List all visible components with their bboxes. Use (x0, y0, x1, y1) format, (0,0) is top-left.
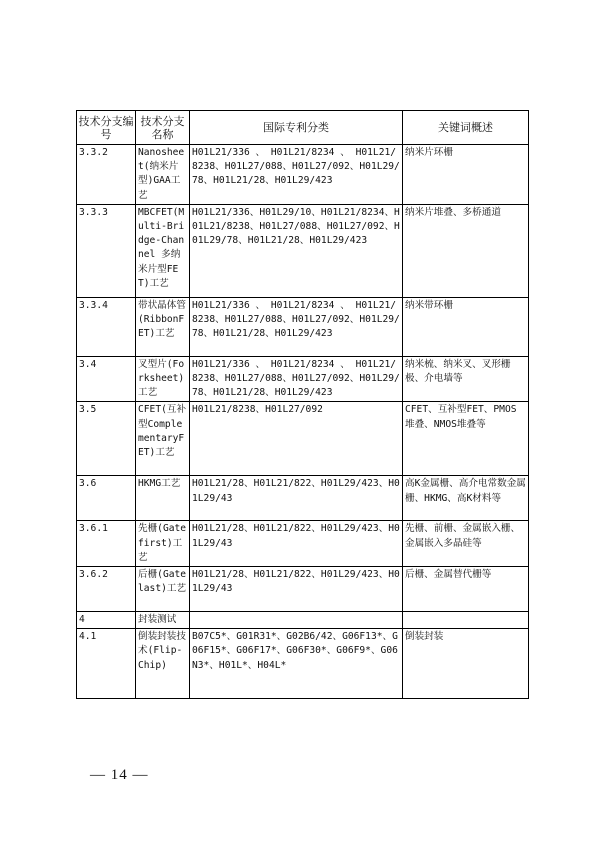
ipc-cell: H01L21/336 、 H01L21/8234 、 H01L21/8238、H01L27/088、H01L27/092、H01L29/78、H01L21/28、H01L29/423 (190, 297, 403, 356)
branch-id-cell: 4.1 (77, 629, 136, 699)
table-header-row (77, 111, 529, 145)
branch-id-cell: 3.3.2 (77, 145, 136, 205)
ipc-cell: H01L21/336、H01L29/10、H01L21/8234、H01L21/8238、H01L27/088、H01L27/092、H01L29/78、H01L21/28、H01L29/423 (190, 204, 403, 297)
branch-name-cell: CFET(互补型ComplementaryFET)工艺 (136, 402, 190, 476)
patent-classification-table (76, 110, 529, 699)
keywords-cell: 高K金属栅、高介电常数金属栅、HKMG、高K材料等 (403, 476, 529, 521)
table-row (77, 629, 529, 699)
branch-id-cell: 3.3.4 (77, 297, 136, 356)
ipc-cell: H01L21/28、H01L21/822、H01L29/423、H01L29/43 (190, 567, 403, 612)
keywords-cell: 纳米片堆叠、多桥通道 (403, 204, 529, 297)
branch-id-cell: 3.3.3 (77, 204, 136, 297)
keywords-cell: 纳米带环栅 (403, 297, 529, 356)
branch-id-cell: 3.4 (77, 356, 136, 402)
table-row (77, 476, 529, 521)
header-branch-id: 技术分支编号 (77, 111, 136, 145)
branch-name-cell: Nanosheet(纳米片型)GAA工艺 (136, 145, 190, 205)
branch-name-cell: 叉型片(Forksheet)工艺 (136, 356, 190, 402)
branch-name-cell: MBCFET(Multi-Bridge-Channel 多纳米片型FET)工艺 (136, 204, 190, 297)
table-row (77, 356, 529, 402)
table-row (77, 521, 529, 567)
table-row (77, 612, 529, 629)
branch-name-cell: HKMG工艺 (136, 476, 190, 521)
branch-name-cell: 带状晶体管(RibbonFET)工艺 (136, 297, 190, 356)
header-ipc: 国际专利分类 (190, 111, 403, 145)
header-branch-name: 技术分支名称 (136, 111, 190, 145)
branch-name-cell: 倒装封装技术(Flip-Chip) (136, 629, 190, 699)
header-keywords: 关键词概述 (403, 111, 529, 145)
table-row (77, 567, 529, 612)
ipc-cell: H01L21/8238、H01L27/092 (190, 402, 403, 476)
table-row (77, 297, 529, 356)
ipc-cell: H01L21/28、H01L21/822、H01L29/423、H01L29/43 (190, 521, 403, 567)
table-row (77, 204, 529, 297)
keywords-cell: 先栅、前栅、金属嵌入栅、金属嵌入多晶硅等 (403, 521, 529, 567)
keywords-cell: 倒装封装 (403, 629, 529, 699)
branch-id-cell: 3.6.1 (77, 521, 136, 567)
table-row (77, 145, 529, 205)
branch-id-cell: 3.6.2 (77, 567, 136, 612)
ipc-cell (190, 612, 403, 629)
ipc-cell: H01L21/336 、 H01L21/8234 、 H01L21/8238、H01L27/088、H01L27/092、H01L29/78、H01L21/28、H01L29/423 (190, 145, 403, 205)
branch-name-cell: 先栅(Gatefirst)工艺 (136, 521, 190, 567)
ipc-cell: H01L21/336 、 H01L21/8234 、 H01L21/8238、H01L27/088、H01L27/092、H01L29/78、H01L21/28、H01L29/423 (190, 356, 403, 402)
branch-id-cell: 3.6 (77, 476, 136, 521)
keywords-cell: 纳米梳、纳米叉、叉形栅极、介电墙等 (403, 356, 529, 402)
branch-name-cell: 后栅(Gatelast)工艺 (136, 567, 190, 612)
ipc-cell: B07C5*、G01R31*、G02B6/42、G06F13*、G06F15*、G06F17*、G06F30*、G06F9*、G06N3*、H01L*、H04L* (190, 629, 403, 699)
page-number: — 14 — (90, 767, 149, 783)
table-row (77, 402, 529, 476)
keywords-cell (403, 612, 529, 629)
ipc-cell: H01L21/28、H01L21/822、H01L29/423、H01L29/43 (190, 476, 403, 521)
keywords-cell: 纳米片环栅 (403, 145, 529, 205)
branch-id-cell: 3.5 (77, 402, 136, 476)
keywords-cell: CFET、互补型FET、PMOS堆叠、NMOS堆叠等 (403, 402, 529, 476)
keywords-cell: 后栅、金属替代栅等 (403, 567, 529, 612)
branch-name-cell: 封装测试 (136, 612, 190, 629)
branch-id-cell: 4 (77, 612, 136, 629)
